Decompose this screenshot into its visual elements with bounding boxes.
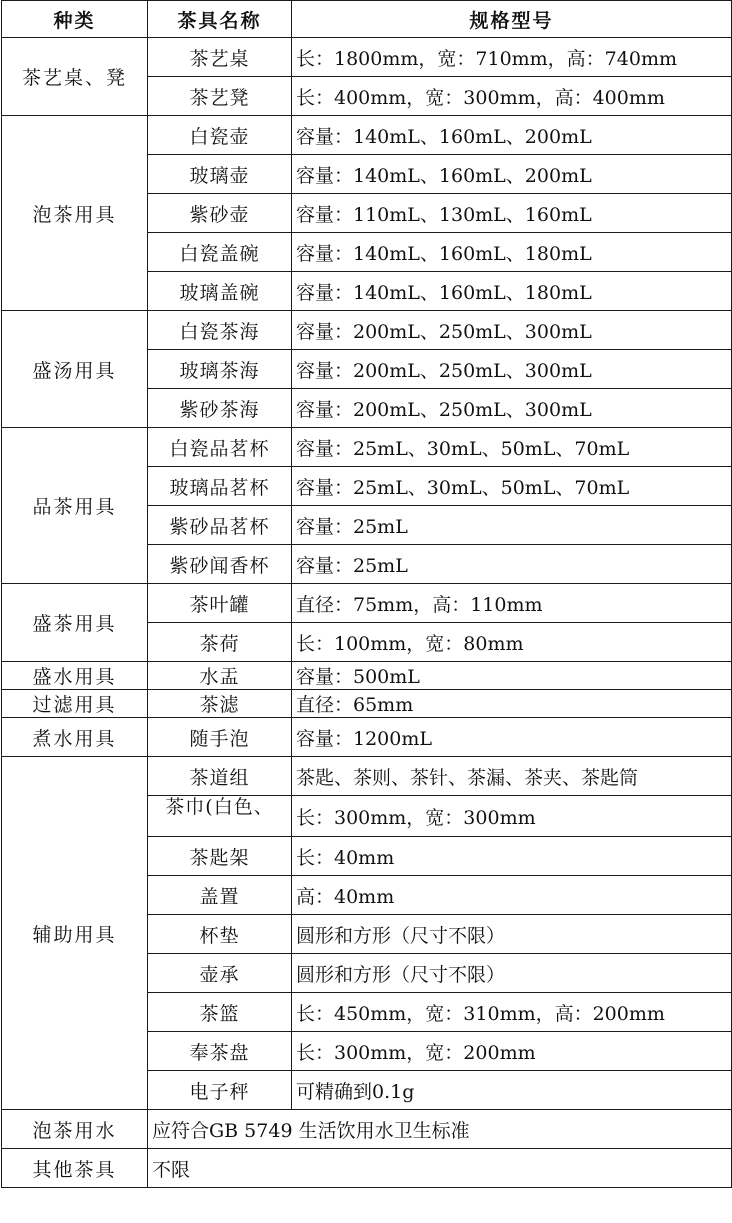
item-name-cell: 随手泡 [148, 718, 292, 757]
item-spec-cell: 长：400mm，宽：300mm，高：400mm [292, 77, 732, 116]
item-name-cell: 杯垫 [148, 915, 292, 954]
item-spec-cell: 茶匙、茶则、茶针、茶漏、茶夹、茶匙筒 [292, 757, 732, 796]
item-spec-cell: 长：40mm [292, 837, 732, 876]
item-spec-cell: 容量：140mL、160mL、180mL [292, 272, 732, 311]
table-row [2, 1149, 732, 1188]
item-spec-cell: 容量：25mL、30mL、50mL、70mL [292, 428, 732, 467]
item-name-cell: 白瓷盖碗 [148, 233, 292, 272]
category-cell: 品茶用具 [2, 428, 148, 584]
table-row [2, 1110, 732, 1149]
item-spec-cell: 长：300mm，宽：200mm [292, 1032, 732, 1071]
category-cell: 盛水用具 [2, 662, 148, 690]
table-row [2, 116, 732, 155]
category-cell: 盛汤用具 [2, 311, 148, 428]
item-spec-cell: 容量：140mL、160mL、200mL [292, 155, 732, 194]
item-spec-cell: 容量：200mL、250mL、300mL [292, 350, 732, 389]
item-name-cell: 玻璃茶海 [148, 350, 292, 389]
item-spec-cell: 容量：110mL、130mL、160mL [292, 194, 732, 233]
item-name-cell: 奉茶盘 [148, 1032, 292, 1071]
item-spec-cell: 圆形和方形（尺寸不限） [292, 915, 732, 954]
category-cell: 煮水用具 [2, 718, 148, 757]
category-cell: 茶艺桌、凳 [2, 38, 148, 116]
category-cell: 盛茶用具 [2, 584, 148, 662]
item-spec-cell: 不限 [148, 1149, 732, 1188]
item-name-cell: 茶道组 [148, 757, 292, 796]
item-name-cell: 紫砂闻香杯 [148, 545, 292, 584]
item-name-cell: 茶滤 [148, 690, 292, 718]
item-name-cell: 白瓷品茗杯 [148, 428, 292, 467]
item-spec-cell: 直径：75mm，高：110mm [292, 584, 732, 623]
item-spec-cell: 长：100mm，宽：80mm [292, 623, 732, 662]
item-name-cell: 玻璃盖碗 [148, 272, 292, 311]
item-name-cell: 白瓷茶海 [148, 311, 292, 350]
table-row [2, 428, 732, 467]
item-spec-cell: 长：450mm，宽：310mm，高：200mm [292, 993, 732, 1032]
table-row [2, 38, 732, 77]
item-spec-cell: 容量：140mL、160mL、200mL [292, 116, 732, 155]
category-cell: 泡茶用水 [2, 1110, 148, 1149]
item-name-cell: 白瓷壶 [148, 116, 292, 155]
table-row [2, 690, 732, 718]
item-name-cell: 茶艺凳 [148, 77, 292, 116]
item-name-cell: 壶承 [148, 954, 292, 993]
item-name-cell: 玻璃壶 [148, 155, 292, 194]
item-name-cell: 紫砂茶海 [148, 389, 292, 428]
item-spec-cell: 容量：140mL、160mL、180mL [292, 233, 732, 272]
item-spec-cell: 长：300mm，宽：300mm [292, 796, 732, 837]
item-spec-cell: 直径：65mm [292, 690, 732, 718]
table-row [2, 662, 732, 690]
item-name-cell: 盖置 [148, 876, 292, 915]
item-name-cell: 紫砂壶 [148, 194, 292, 233]
table-row [2, 718, 732, 757]
header-spec: 规格型号 [292, 1, 732, 38]
item-spec-cell: 容量：1200mL [292, 718, 732, 757]
item-name-cell: 电子秤 [148, 1071, 292, 1110]
table-row [2, 311, 732, 350]
category-cell: 其他茶具 [2, 1149, 148, 1188]
category-cell: 过滤用具 [2, 690, 148, 718]
item-name-cell: 茶荷 [148, 623, 292, 662]
item-spec-cell: 应符合GB 5749 生活饮用水卫生标准 [148, 1110, 732, 1149]
item-name-cell: 茶匙架 [148, 837, 292, 876]
item-spec-cell: 长：1800mm，宽：710mm，高：740mm [292, 38, 732, 77]
header-name: 茶具名称 [148, 1, 292, 38]
item-name-cell: 茶巾(白色、 [148, 796, 292, 837]
item-spec-cell: 圆形和方形（尺寸不限） [292, 954, 732, 993]
table-row [2, 757, 732, 796]
item-name-cell: 茶艺桌 [148, 38, 292, 77]
category-cell: 辅助用具 [2, 757, 148, 1110]
item-name-cell: 水盂 [148, 662, 292, 690]
item-name-cell: 紫砂品茗杯 [148, 506, 292, 545]
item-name-cell: 茶叶罐 [148, 584, 292, 623]
item-spec-cell: 容量：25mL、30mL、50mL、70mL [292, 467, 732, 506]
header-row [2, 1, 732, 38]
item-spec-cell: 容量：500mL [292, 662, 732, 690]
item-name-cell: 玻璃品茗杯 [148, 467, 292, 506]
item-spec-cell: 高：40mm [292, 876, 732, 915]
table-row [2, 584, 732, 623]
item-spec-cell: 可精确到0.1g [292, 1071, 732, 1110]
category-cell: 泡茶用具 [2, 116, 148, 311]
item-spec-cell: 容量：25mL [292, 506, 732, 545]
header-category: 种类 [2, 1, 148, 38]
item-spec-cell: 容量：25mL [292, 545, 732, 584]
tea-set-spec-table [1, 0, 732, 1188]
item-name-cell: 茶篮 [148, 993, 292, 1032]
item-spec-cell: 容量：200mL、250mL、300mL [292, 311, 732, 350]
item-spec-cell: 容量：200mL、250mL、300mL [292, 389, 732, 428]
